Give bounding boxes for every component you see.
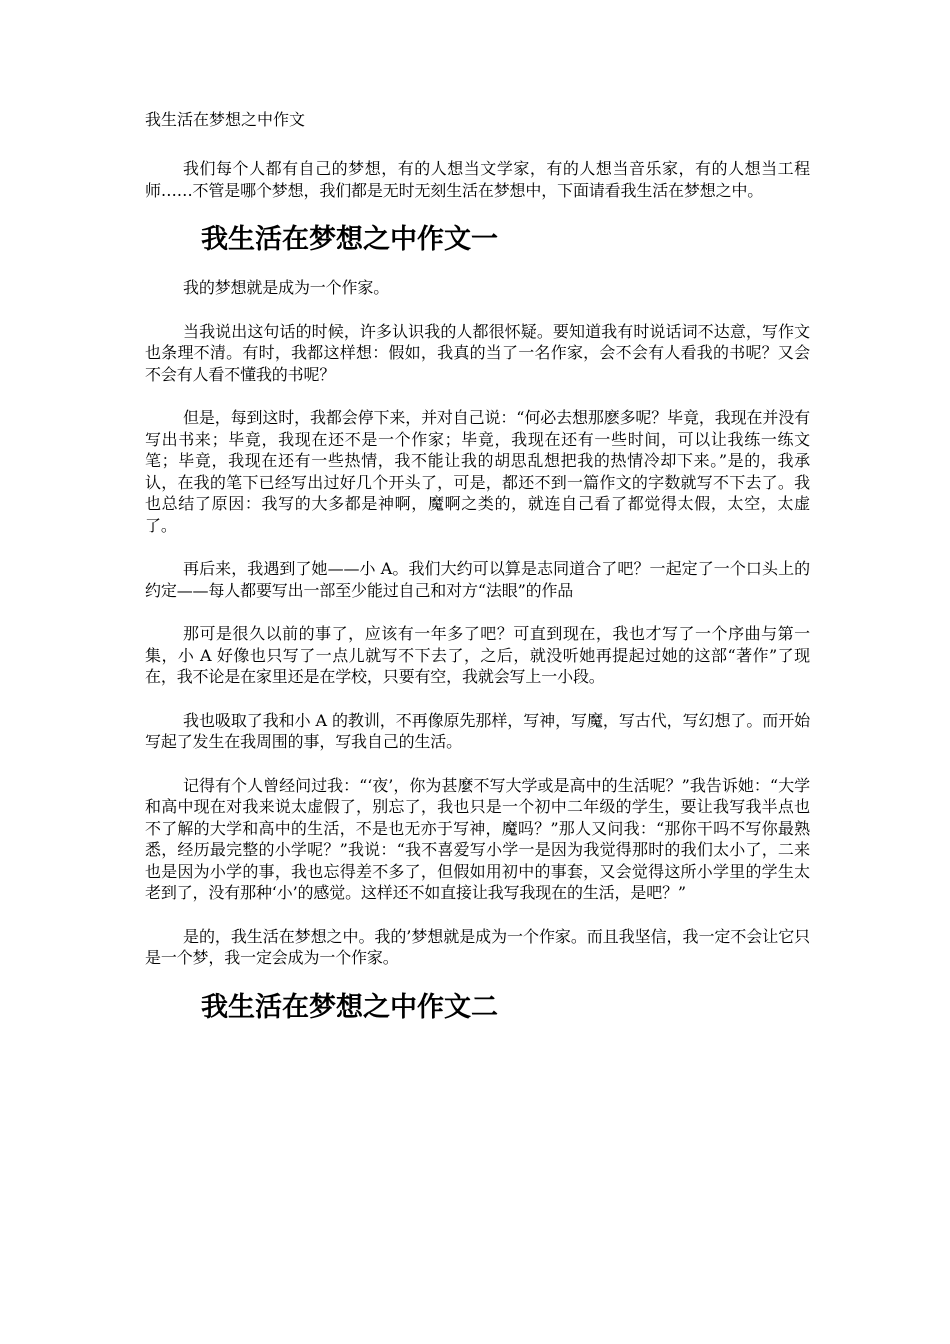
section-heading-2: 我生活在梦想之中作文二	[201, 991, 498, 1023]
paragraph: 但是，每到这时，我都会停下来，并对自己说：“何必去想那麽多呢？毕竟，我现在并没有写出书来；毕竟，我现在还不是一个作家；毕竟，我现在还有一些时间，可以让我练一练文笔；毕竟，我现在还有一些热情，我不能让我的胡思乱想把我的热情冷却下来。”是的，我承认，在我的笔下已经写出过好几个开头了，可是，都还不到一篇作文的字数就写不下去了。我也总结了原因：我写的大多都是神啊，魔啊之类的，就连自己看了都觉得太假，太空，太虚了。	[145, 408, 810, 535]
paragraph: 再后来，我遇到了她——小 A。我们大约可以算是志同道合了吧？一起定了一个口头上的约定——每人都要写出一部至少能过自己和对方“法眼”的作品	[145, 559, 810, 600]
section-heading-1: 我生活在梦想之中作文一	[201, 224, 498, 255]
paragraph: 记得有个人曾经问过我：“‘夜’，你为甚麼不写大学或是高中的生活呢？”我告诉她：“大学和高中现在对我来说太虚假了，别忘了，我也只是一个初中二年级的学生，要让我写我半点也不了解的大学和高中的生活，不是也无亦于写神，魔吗？”那人又问我：“那你干吗不写你最熟悉，经历最完整的小学呢？”我说：“我不喜爱写小学一是因为我觉得那时的我们太小了，二来也是因为小学的事，我也忘得差不多了，但假如用初中的事套，又会觉得这所小学里的学生太老到了，没有那种‘小’的感觉。这样还不如直接让我写我现在的生活，是吧？”	[145, 775, 810, 902]
paragraph: 我的梦想就是成为一个作家。	[183, 278, 390, 297]
paragraph: 我也吸取了我和小 A 的教训，不再像原先那样，写神，写魔，写古代，写幻想了。而开始写起了发生在我周围的事，写我自己的生活。	[145, 710, 810, 751]
paragraph: 当我说出这句话的时候，许多认识我的人都很怀疑。要知道我有时说话词不达意，写作文也条理不清。有时，我都这样想：假如，我真的当了一名作家，会不会有人看我的书呢？又会不会有人看不懂我的书呢？	[145, 321, 810, 384]
paragraph: 是的，我生活在梦想之中。我的’梦想就是成为一个作家。而且我坚信，我一定不会让它只是一个梦，我一定会成为一个作家。	[145, 926, 810, 967]
intro-paragraph: 我们每个人都有自己的梦想，有的人想当文学家，有的人想当音乐家，有的人想当工程师……不管是哪个梦想，我们都是无时无刻生活在梦想中，下面请看我生活在梦想之中。	[145, 159, 810, 200]
paragraph: 那可是很久以前的事了，应该有一年多了吧？可直到现在，我也才写了一个序曲与第一集，小 A 好像也只写了一点儿就写不下去了，之后，就没听她再提起过她的这部“著作”了现在，我不论是在家里还是在学校，只要有空，我就会写上一小段。	[145, 624, 810, 686]
document-title: 我生活在梦想之中作文	[145, 110, 306, 129]
document-page	[145, 110, 810, 1045]
